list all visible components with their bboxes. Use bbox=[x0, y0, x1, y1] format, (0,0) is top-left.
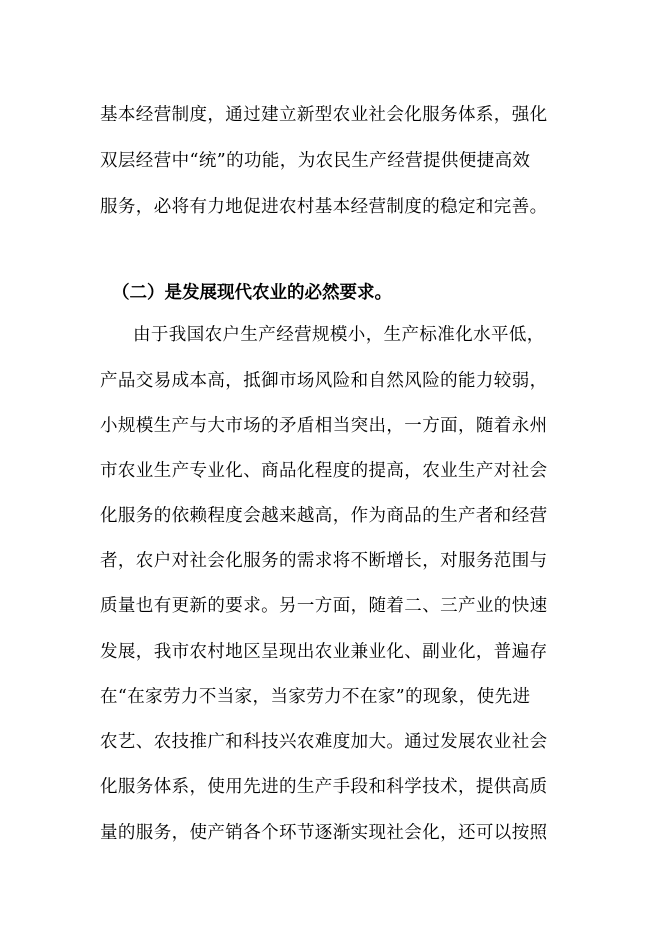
paragraph-line: 者，农户对社会化服务的需求将不断增长，对服务范围与 bbox=[100, 551, 548, 571]
paragraph-first-line: 由于我国农户生产经营规模小，生产标准化水平低， bbox=[133, 325, 545, 345]
paragraph-line: 基本经营制度，通过建立新型农业社会化服务体系，强化 bbox=[100, 105, 548, 125]
paragraph-line: 化服务体系，使用先进的生产手段和科学技术，提供高质 bbox=[100, 777, 548, 797]
paragraph-line: 化服务的依赖程度会越来越高，作为商品的生产者和经营 bbox=[100, 506, 548, 526]
paragraph-line: 质量也有更新的要求。另一方面，随着二、三产业的快速 bbox=[100, 596, 548, 616]
paragraph-line: 在“在家劳力不当家，当家劳力不在家”的现象，使先进 bbox=[100, 687, 531, 707]
section-heading: （二）是发展现代农业的必然要求。 bbox=[112, 283, 392, 303]
paragraph-line: 小规模生产与大市场的矛盾相当突出，一方面，随着永州 bbox=[100, 416, 548, 436]
paragraph-line: 发展，我市农村地区呈现出农业兼业化、副业化，普遍存 bbox=[100, 642, 548, 662]
paragraph-line: 产品交易成本高，抵御市场风险和自然风险的能力较弱， bbox=[100, 371, 548, 391]
paragraph-line: 量的服务，使产销各个环节逐渐实现社会化，还可以按照 bbox=[100, 823, 548, 843]
paragraph-line: 市农业生产专业化、商品化程度的提高，农业生产对社会 bbox=[100, 461, 548, 481]
paragraph-line: 服务，必将有力地促进农村基本经营制度的稳定和完善。 bbox=[100, 197, 548, 217]
paragraph-line: 农艺、农技推广和科技兴农难度加大。通过发展农业社会 bbox=[100, 732, 548, 752]
paragraph-line: 双层经营中“统”的功能，为农民生产经营提供便捷高效 bbox=[100, 151, 531, 171]
